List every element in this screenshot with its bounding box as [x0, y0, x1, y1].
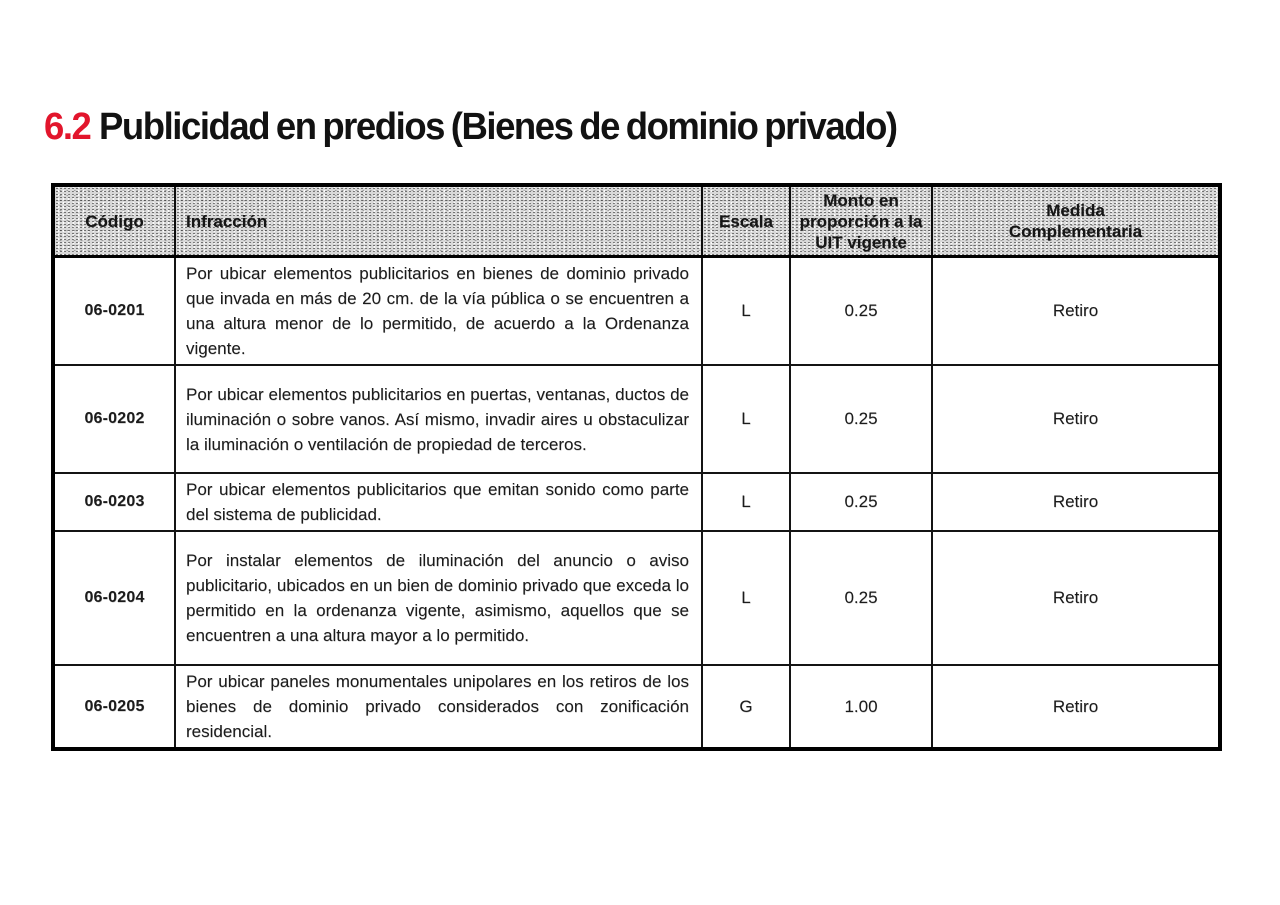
cell-monto: 1.00	[790, 665, 932, 749]
header-medida-label: Medida Complementaria	[1008, 201, 1143, 241]
cell-monto: 0.25	[790, 531, 932, 665]
cell-infraccion: Por ubicar elementos publicitarios que emitan sonido como parte del sistema de publicidad.	[175, 473, 702, 531]
cell-medida: Retiro	[932, 665, 1220, 749]
cell-infraccion: Por ubicar elementos publicitarios en puertas, ventanas, ductos de iluminación o sobre vanos. Así mismo, invadir aires u obstaculizar la iluminación o ventilación de propiedad de terceros.	[175, 365, 702, 473]
cell-medida: Retiro	[932, 257, 1220, 366]
header-escala: Escala	[702, 185, 790, 257]
cell-medida: Retiro	[932, 473, 1220, 531]
cell-escala: G	[702, 665, 790, 749]
cell-escala: L	[702, 257, 790, 366]
section-title-text: Publicidad en predios (Bienes de dominio privado)	[99, 106, 897, 148]
table-row	[53, 531, 1220, 665]
header-monto	[790, 185, 932, 257]
cell-infraccion: Por ubicar paneles monumentales unipolares en los retiros de los bienes de dominio privado considerados con zonificación residencial.	[175, 665, 702, 749]
cell-medida: Retiro	[932, 531, 1220, 665]
cell-escala: L	[702, 365, 790, 473]
cell-codigo: 06-0204	[53, 531, 175, 665]
table-row	[53, 365, 1220, 473]
infractions-table	[51, 183, 1222, 751]
header-codigo: Código	[53, 185, 175, 257]
table-row	[53, 665, 1220, 749]
cell-monto: 0.25	[790, 473, 932, 531]
header-medida	[932, 185, 1220, 257]
cell-codigo: 06-0202	[53, 365, 175, 473]
cell-codigo: 06-0205	[53, 665, 175, 749]
header-infraccion: Infracción	[175, 185, 702, 257]
cell-codigo: 06-0203	[53, 473, 175, 531]
table-body	[53, 257, 1220, 750]
cell-medida: Retiro	[932, 365, 1220, 473]
cell-infraccion: Por ubicar elementos publicitarios en bienes de dominio privado que invada en más de 20 cm. de la vía pública o se encuentren a una altura menor de lo permitido, de acuerdo a la Ordenanza vigente.	[175, 257, 702, 366]
table-row	[53, 257, 1220, 366]
table-row	[53, 473, 1220, 531]
cell-infraccion: Por instalar elementos de iluminación del anuncio o aviso publicitario, ubicados en un bien de dominio privado que exceda lo permitido en la ordenanza vigente, asimismo, aquellos que se encuentren a una altura mayor a lo permitido.	[175, 531, 702, 665]
cell-codigo: 06-0201	[53, 257, 175, 366]
header-monto-label: Monto en proporción a la UIT vigente	[799, 190, 923, 252]
cell-monto: 0.25	[790, 257, 932, 366]
section-number: 6.2	[44, 106, 91, 148]
cell-escala: L	[702, 531, 790, 665]
table-header-row	[53, 185, 1220, 257]
cell-monto: 0.25	[790, 365, 932, 473]
cell-escala: L	[702, 473, 790, 531]
section-title	[44, 106, 897, 149]
